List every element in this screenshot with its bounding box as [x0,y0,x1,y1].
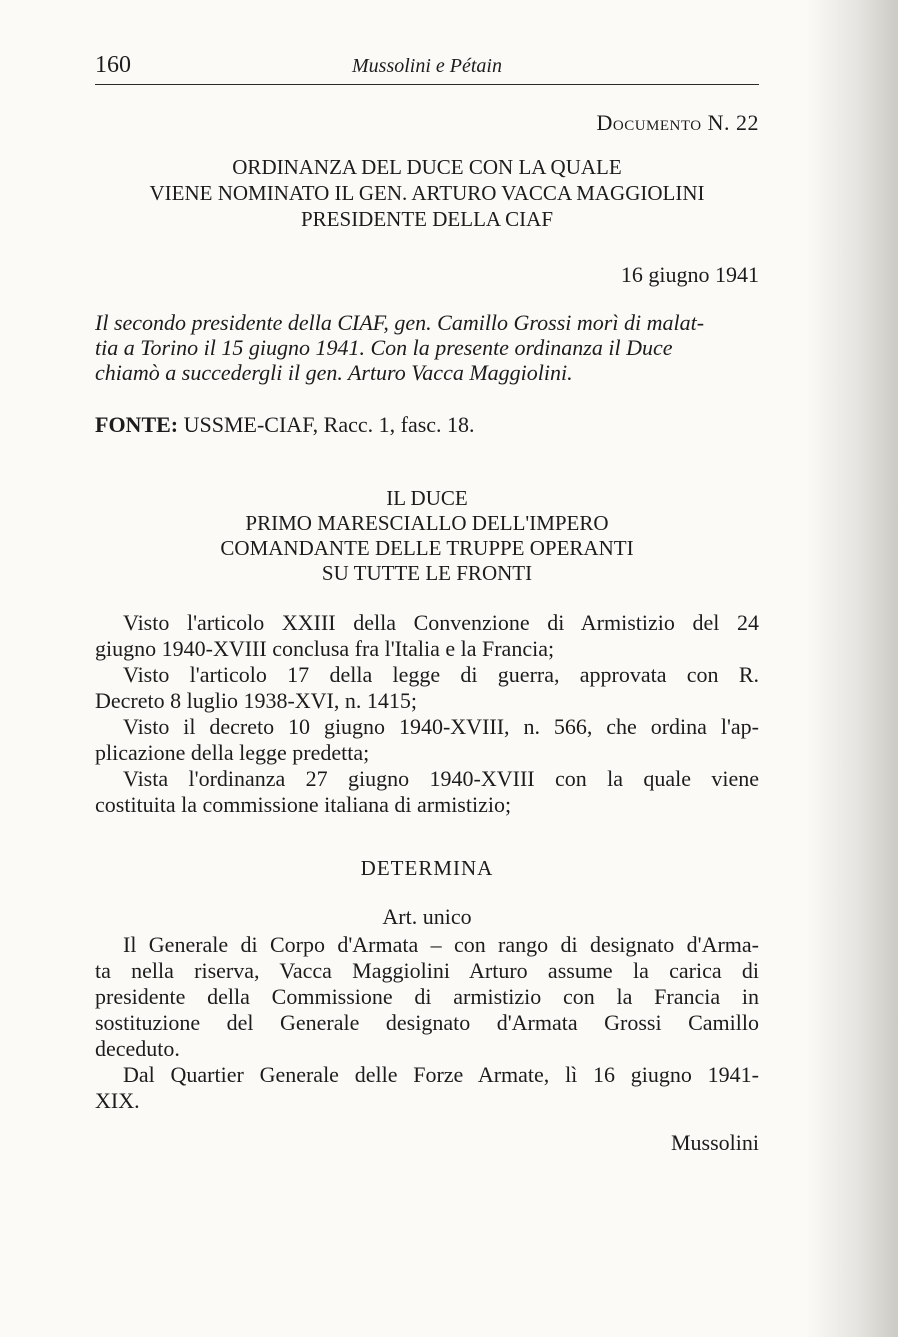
issuer-line: IL DUCE [386,486,468,510]
issuer-block [95,486,759,586]
title-line: VIENE NOMINATO IL GEN. ARTURO VACCA MAGGIOLINI [149,181,705,205]
visti-line: giugno 1940-XVIII conclusa fra l'Italia e la Francia; [95,636,555,661]
issuer-line: COMANDANTE DELLE TRUPPE OPERANTI [220,536,634,560]
article-line: ta nella riserva, Vacca Maggiolini Arturo assume la carica di [95,958,759,983]
source-label: FONTE: [95,412,179,437]
intro-line: chiamò a succedergli il gen. Arturo Vacca Maggiolini. [95,360,573,385]
visti-line: costituita la commissione italiana di armistizio; [95,792,512,817]
intro-line: tia a Torino il 15 giugno 1941. Con la presente ordinanza il Duce [95,335,673,360]
article-text [95,932,759,1114]
article-heading: Art. unico [382,904,472,929]
document-date: 16 giugno 1941 [620,262,759,287]
article-line: presidente della Commissione di armistizio con la Francia in [95,984,759,1009]
source-line [95,412,475,438]
visti-line: Visto l'articolo XXIII della Convenzione di Armistizio del 24 [123,610,759,635]
article-line: deceduto. [95,1036,180,1061]
title-line: PRESIDENTE DELLA CIAF [301,207,553,231]
title-line: ORDINANZA DEL DUCE CON LA QUALE [232,155,622,179]
document-label-prefix: Documento [596,110,702,135]
issuer-line: PRIMO MARESCIALLO DELL'IMPERO [245,511,609,535]
document-label-number: N. 22 [707,110,759,135]
visti-line: Visto l'articolo 17 della legge di guerra, approvata con R. [123,662,759,687]
page-gutter-shadow [806,0,898,1337]
signature: Mussolini [670,1130,759,1155]
article-line: Dal Quartier Generale delle Forze Armate, lì 16 giugno 1941- [123,1062,759,1087]
page-header [95,52,759,86]
issuer-line: SU TUTTE LE FRONTI [321,561,533,585]
visti-line: Visto il decreto 10 giugno 1940-XVIII, n. 566, che ordina l'ap- [123,714,759,739]
article-line: Il Generale di Corpo d'Armata – con rango di designato d'Arma- [123,932,759,957]
article-line: sostituzione del Generale designato d'Armata Grossi Camillo [95,1010,759,1035]
visti-line: plicazione della legge predetta; [95,740,370,765]
document-title [95,154,759,232]
determina-heading: DETERMINA [360,856,494,880]
preamble-visti [95,610,759,818]
visti-line: Vista l'ordinanza 27 giugno 1940-XVIII con la quale viene [123,766,759,791]
header-rule [95,84,759,85]
intro-line: Il secondo presidente della CIAF, gen. Camillo Grossi morì di malat- [95,310,705,335]
source-text: USSME-CIAF, Racc. 1, fasc. 18. [178,412,475,437]
running-title: Mussolini e Pétain [352,55,502,77]
article-line: XIX. [95,1088,140,1113]
document-number [596,110,759,136]
page-number: 160 [95,52,131,78]
intro-paragraph [95,310,759,385]
visti-line: Decreto 8 luglio 1938-XVI, n. 1415; [95,688,417,713]
